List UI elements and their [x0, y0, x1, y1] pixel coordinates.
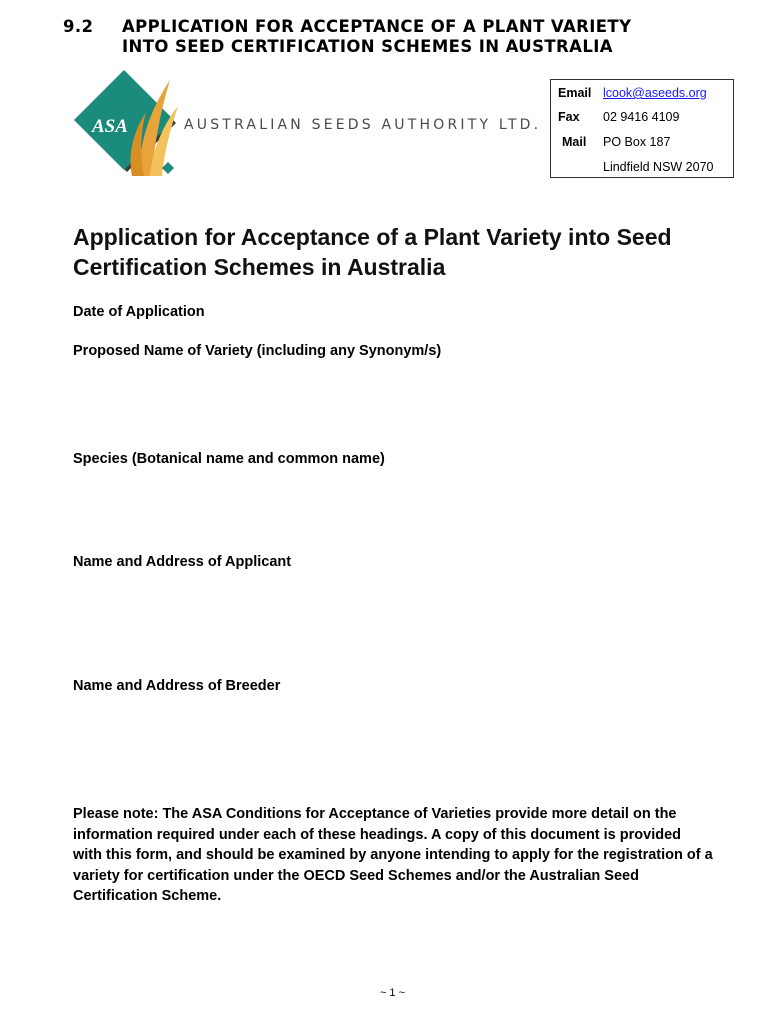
section-number: 9.2	[63, 17, 94, 36]
asa-logo-graphic	[70, 68, 180, 183]
fax-value: 02 9416 4109	[603, 110, 680, 124]
form-title: Application for Acceptance of a Plant Variety into Seed Certification Schemes in Australia	[73, 224, 672, 280]
email-link[interactable]: lcook@aseeds.org	[603, 86, 707, 100]
applicant-label: Name and Address of Applicant	[73, 554, 292, 570]
species-label: Species (Botanical name and common name)	[73, 451, 385, 467]
section-title-line-2: INTO SEED CERTIFICATION SCHEMES IN AUSTRALIA	[122, 37, 613, 56]
fax-label: Fax	[558, 110, 580, 124]
contact-box	[550, 79, 734, 178]
please-note-paragraph: Please note: The ASA Conditions for Acceptance of Varieties provide more detail on the information required under each of these headings. A copy of this document is provided with this form, and should be examined by anyone intending to apply for the registration of a variety for certification under the OECD Seed Schemes and/or the Australian Seed Certification Scheme.	[73, 806, 713, 904]
mail-line-2: Lindfield NSW 2070	[603, 160, 714, 174]
section-title-line-1: APPLICATION FOR ACCEPTANCE OF A PLANT VARIETY	[122, 17, 632, 36]
breeder-label: Name and Address of Breeder	[73, 678, 281, 694]
email-label: Email	[558, 86, 592, 100]
page-number: ~ 1 ~	[379, 987, 406, 999]
logo-acronym: ASA	[92, 116, 128, 137]
section-title	[122, 17, 631, 57]
asa-logo	[70, 68, 180, 188]
logo-small-diamond	[162, 162, 174, 174]
mail-label: Mail	[562, 135, 587, 149]
date-of-application-label: Date of Application	[73, 304, 205, 320]
org-name: AUSTRALIAN SEEDS AUTHORITY LTD.	[184, 117, 542, 133]
mail-line-1: PO Box 187	[603, 135, 671, 149]
variety-name-label: Proposed Name of Variety (including any Synonym/s)	[73, 343, 442, 359]
